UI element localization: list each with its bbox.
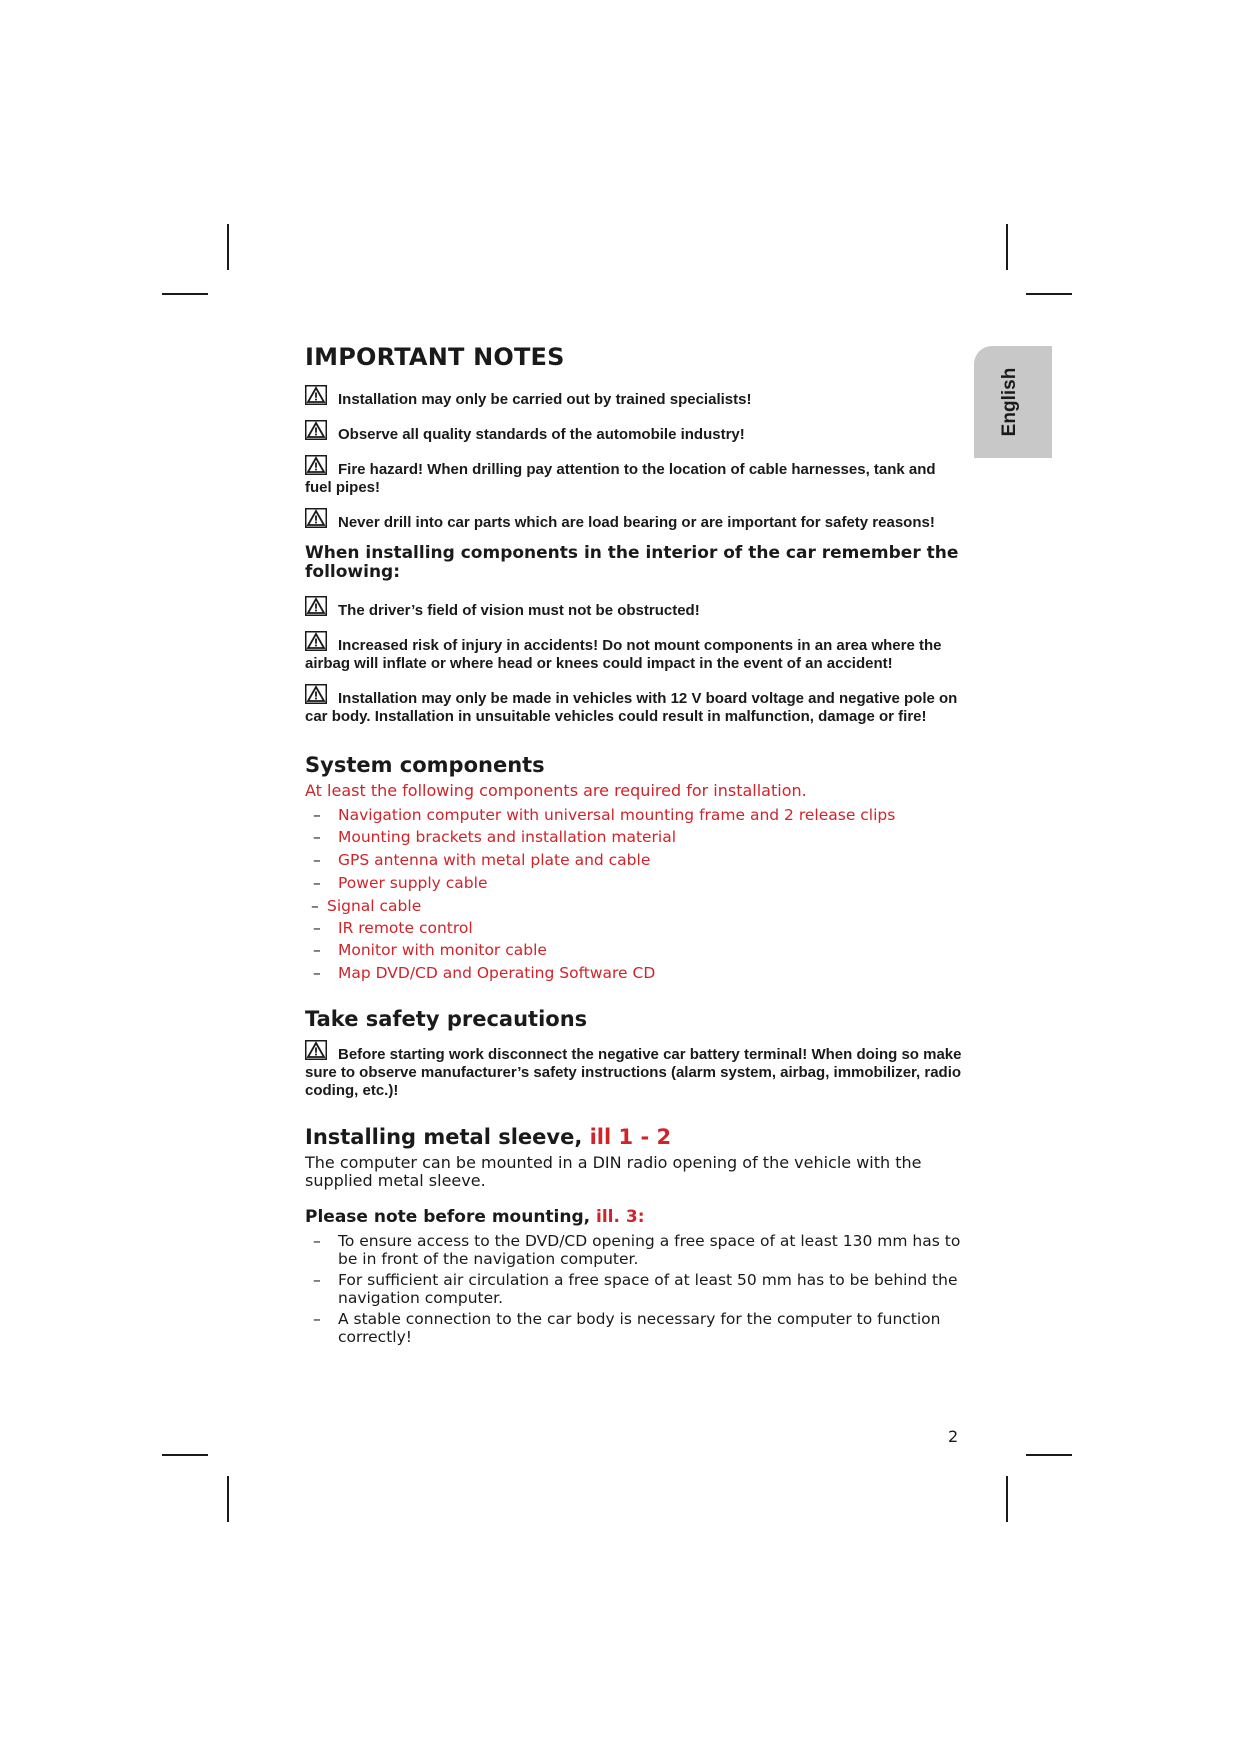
list-item-text: To ensure access to the DVD/CD opening a free space of at least 130 mm has to be in front of the navigation computer. bbox=[338, 1232, 961, 1268]
warning-text: Installation may only be made in vehicles with 12 V board voltage and negative pole on car body. Installation in unsuitable vehicles could result in malfunction, damage or fire! bbox=[305, 690, 958, 725]
dash-bullet: – bbox=[313, 1271, 321, 1289]
warning-triangle-icon bbox=[305, 1040, 327, 1060]
crop-mark-top-left-horizontal bbox=[162, 293, 208, 295]
list-item-text: Power supply cable bbox=[338, 874, 488, 892]
dash-bullet: – bbox=[313, 941, 321, 959]
metal-sleeve-illustration-ref: ill 1 - 2 bbox=[589, 1125, 672, 1149]
warning-battery bbox=[305, 1040, 965, 1100]
list-item bbox=[305, 828, 965, 846]
warning-triangle-icon bbox=[305, 385, 327, 405]
crop-mark-top-right-vertical bbox=[1006, 224, 1008, 270]
crop-mark-top-left-vertical bbox=[227, 224, 229, 270]
list-item bbox=[305, 897, 965, 915]
list-item bbox=[305, 964, 965, 982]
list-item bbox=[305, 1271, 965, 1307]
dash-bullet: – bbox=[313, 874, 321, 892]
metal-sleeve-text: The computer can be mounted in a DIN radio opening of the vehicle with the supplied metal sleeve. bbox=[305, 1153, 922, 1190]
warning-triangle-icon bbox=[305, 631, 327, 651]
dash-bullet: – bbox=[313, 828, 321, 846]
list-item bbox=[305, 941, 965, 959]
dash-bullet: – bbox=[313, 806, 321, 824]
list-item bbox=[305, 1310, 965, 1346]
dash-bullet: – bbox=[313, 1310, 321, 1328]
warning-fire-hazard bbox=[305, 455, 965, 497]
crop-mark-top-right-horizontal bbox=[1026, 293, 1072, 295]
list-item-text: Mounting brackets and installation material bbox=[338, 828, 677, 846]
system-components-title: System components bbox=[305, 753, 545, 777]
list-item bbox=[305, 919, 965, 937]
metal-sleeve-title-text: Installing metal sleeve, bbox=[305, 1125, 583, 1149]
system-components-list bbox=[305, 806, 965, 982]
warning-text: The driver’s field of vision must not be obstructed! bbox=[338, 602, 700, 619]
important-notes-title: IMPORTANT NOTES bbox=[305, 343, 565, 371]
crop-mark-bottom-left-horizontal bbox=[162, 1454, 208, 1456]
before-mounting-list bbox=[305, 1232, 965, 1346]
dash-bullet: – bbox=[313, 919, 321, 937]
crop-mark-bottom-left-vertical bbox=[227, 1476, 229, 1522]
warning-quality bbox=[305, 420, 965, 444]
language-tab-label: English bbox=[999, 367, 1020, 437]
safety-title: Take safety precautions bbox=[305, 1007, 588, 1031]
before-mounting-title bbox=[305, 1208, 965, 1227]
list-item-text: Signal cable bbox=[327, 897, 422, 915]
list-item-text: A stable connection to the car body is necessary for the computer to function correctly! bbox=[338, 1310, 941, 1346]
warning-voltage bbox=[305, 684, 965, 726]
list-item bbox=[305, 851, 965, 869]
dash-bullet: – bbox=[313, 851, 321, 869]
page-content bbox=[305, 343, 965, 1346]
warning-text: Fire hazard! When drilling pay attention to the location of cable harnesses, tank and fuel pipes! bbox=[305, 461, 936, 496]
list-item bbox=[305, 1232, 965, 1268]
metal-sleeve-title bbox=[305, 1124, 965, 1150]
warning-triangle-icon bbox=[305, 508, 327, 528]
list-item bbox=[305, 806, 965, 824]
warning-triangle-icon bbox=[305, 455, 327, 475]
warning-text: Observe all quality standards of the automobile industry! bbox=[338, 426, 745, 443]
crop-mark-bottom-right-vertical bbox=[1006, 1476, 1008, 1522]
list-item-text: Monitor with monitor cable bbox=[338, 941, 547, 959]
warning-text: Increased risk of injury in accidents! Do not mount components in an area where the airbag will inflate or where head or knees could impact in the event of an accident! bbox=[305, 637, 942, 672]
system-components-intro: At least the following components are required for installation. bbox=[305, 781, 807, 800]
list-item-text: Map DVD/CD and Operating Software CD bbox=[338, 964, 656, 982]
list-item-text: IR remote control bbox=[338, 919, 473, 937]
warning-triangle-icon bbox=[305, 596, 327, 616]
page-number: 2 bbox=[948, 1427, 959, 1446]
crop-mark-bottom-right-horizontal bbox=[1026, 1454, 1072, 1456]
list-item-text: GPS antenna with metal plate and cable bbox=[338, 851, 651, 869]
warning-text: Installation may only be carried out by trained specialists! bbox=[338, 391, 752, 408]
dash-bullet: – bbox=[313, 964, 321, 982]
dash-bullet: – bbox=[311, 897, 319, 915]
warning-triangle-icon bbox=[305, 684, 327, 704]
interior-heading: When installing components in the interior of the car remember the following: bbox=[305, 543, 959, 582]
warning-airbag bbox=[305, 631, 965, 673]
before-mounting-title-text: Please note before mounting, bbox=[305, 1207, 591, 1227]
warning-text: Never drill into car parts which are load bearing or are important for safety reasons! bbox=[338, 514, 935, 531]
warning-triangle-icon bbox=[305, 420, 327, 440]
warning-specialists bbox=[305, 385, 965, 409]
before-mounting-illustration-ref: ill. 3: bbox=[596, 1207, 645, 1227]
list-item-text: For sufficient air circulation a free space of at least 50 mm has to be behind the navigation computer. bbox=[338, 1271, 958, 1307]
warning-load-bearing bbox=[305, 508, 965, 532]
warning-text: Before starting work disconnect the negative car battery terminal! When doing so make sure to observe manufacturer’s safety instructions (alarm system, airbag, immobilizer, radio coding, etc.)! bbox=[305, 1046, 962, 1099]
list-item bbox=[305, 874, 965, 892]
warning-field-of-vision bbox=[305, 596, 965, 620]
dash-bullet: – bbox=[313, 1232, 321, 1250]
list-item-text: Navigation computer with universal mounting frame and 2 release clips bbox=[338, 806, 896, 824]
